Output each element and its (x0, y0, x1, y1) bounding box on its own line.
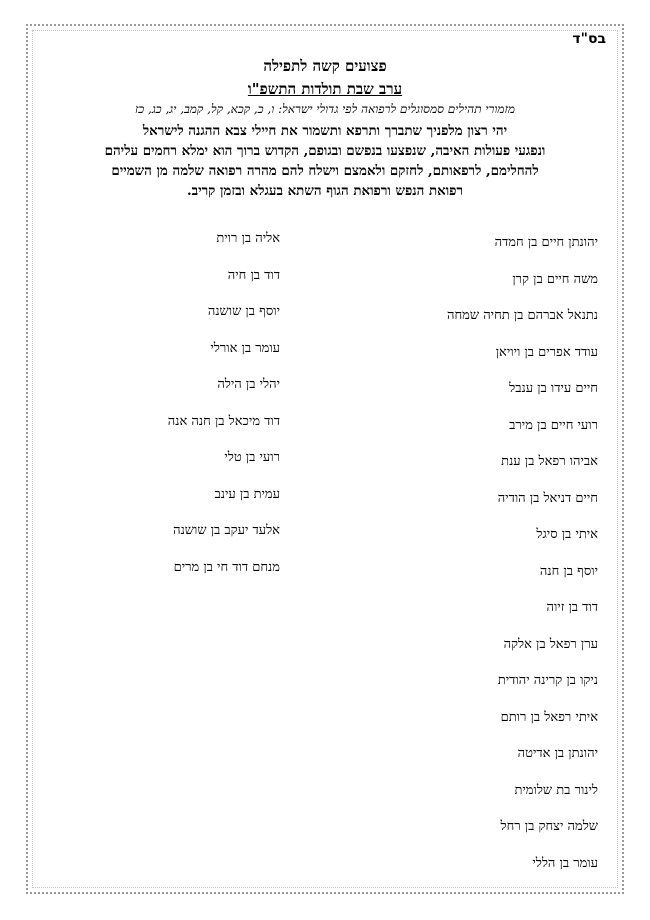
prayer-line: להחלימם, לרפאותם, לחזקם ולאמצם וישלח להם מהרה רפואה שלמה מן השמיים (111, 163, 539, 179)
name-item: דוד בן זיוה (546, 600, 598, 615)
name-item: דוד בן חיה (227, 267, 280, 283)
name-item: לינור בת שלומית (514, 782, 598, 798)
name-item: איתי בן סיגל (536, 527, 598, 542)
name-item: חיים דניאל בן הודיה (497, 490, 598, 506)
name-item: עומר בן הללי (532, 855, 598, 871)
page-subtitle: ערב שבת תולדות התשפ"ו (247, 80, 403, 98)
bsd-heading: בס"ד (572, 31, 606, 47)
name-item: ערן רפאל בן אלקה (503, 636, 598, 652)
page-title: פצועים קשה לתפילה (263, 57, 387, 75)
prayer-text (52, 121, 598, 201)
name-item: עומר בן אורלי (210, 340, 280, 356)
names-list-left (60, 230, 280, 595)
name-item: יוסף בן חנה (539, 563, 598, 579)
name-item: יהונתן בן אדיטה (517, 746, 598, 761)
name-item: שלמה יצחק בן רחל (500, 819, 598, 834)
name-item: יהונתן חיים בן חמדה (494, 235, 598, 250)
name-item: איתי רפאל בן רותם (500, 709, 598, 725)
name-item: רועי חיים בן מירב (509, 417, 598, 433)
name-item: רועי בן טלי (224, 450, 280, 465)
name-item: חיים עידו בן ענבל (509, 381, 598, 396)
prayer-line: ונפגעי פעולות האיבה, שנפצעו בנפשם ובגופם, הקדוש ברוך הוא ימלא רחמים עליהם (104, 143, 546, 159)
name-item: דוד מיכאל בן חנה אנה (167, 413, 280, 429)
psalms-line: מזמורי תהילים סמסוגלים לרפואה לפי גדולי ישראל: ו, כ, קכא, קל, קמב, יג, כג, כז (134, 102, 516, 116)
names-list-right (348, 234, 598, 891)
name-item: יוסף בן שושנה (207, 304, 280, 319)
name-item: עודד אפרים בן ויויאן (495, 344, 598, 360)
name-item: יהלי בן הילה (217, 377, 280, 392)
name-item: ניקו בן קרינה יהודית (497, 673, 598, 688)
name-item: משה חיים בן קרן (512, 271, 598, 287)
name-item: אליה בן רוית (216, 231, 280, 246)
name-item: מנחם דוד חי בן מרים (173, 559, 280, 575)
name-item: עמית בן עינב (214, 486, 280, 502)
name-item: אביהו רפאל בן ענת (501, 454, 598, 469)
name-item: נתנאל אברהם בן תחיה שמחה (446, 308, 598, 323)
prayer-line: יהי רצון מלפניך שתברך ותרפא ותשמור את חיילי צבא ההגנה לישראל (142, 123, 508, 139)
prayer-line: רפואת הנפש ורפואת הגוף השתא בעגלא ובזמן קריב. (186, 183, 464, 199)
name-item: אלעד יעקב בן שושנה (173, 523, 280, 538)
